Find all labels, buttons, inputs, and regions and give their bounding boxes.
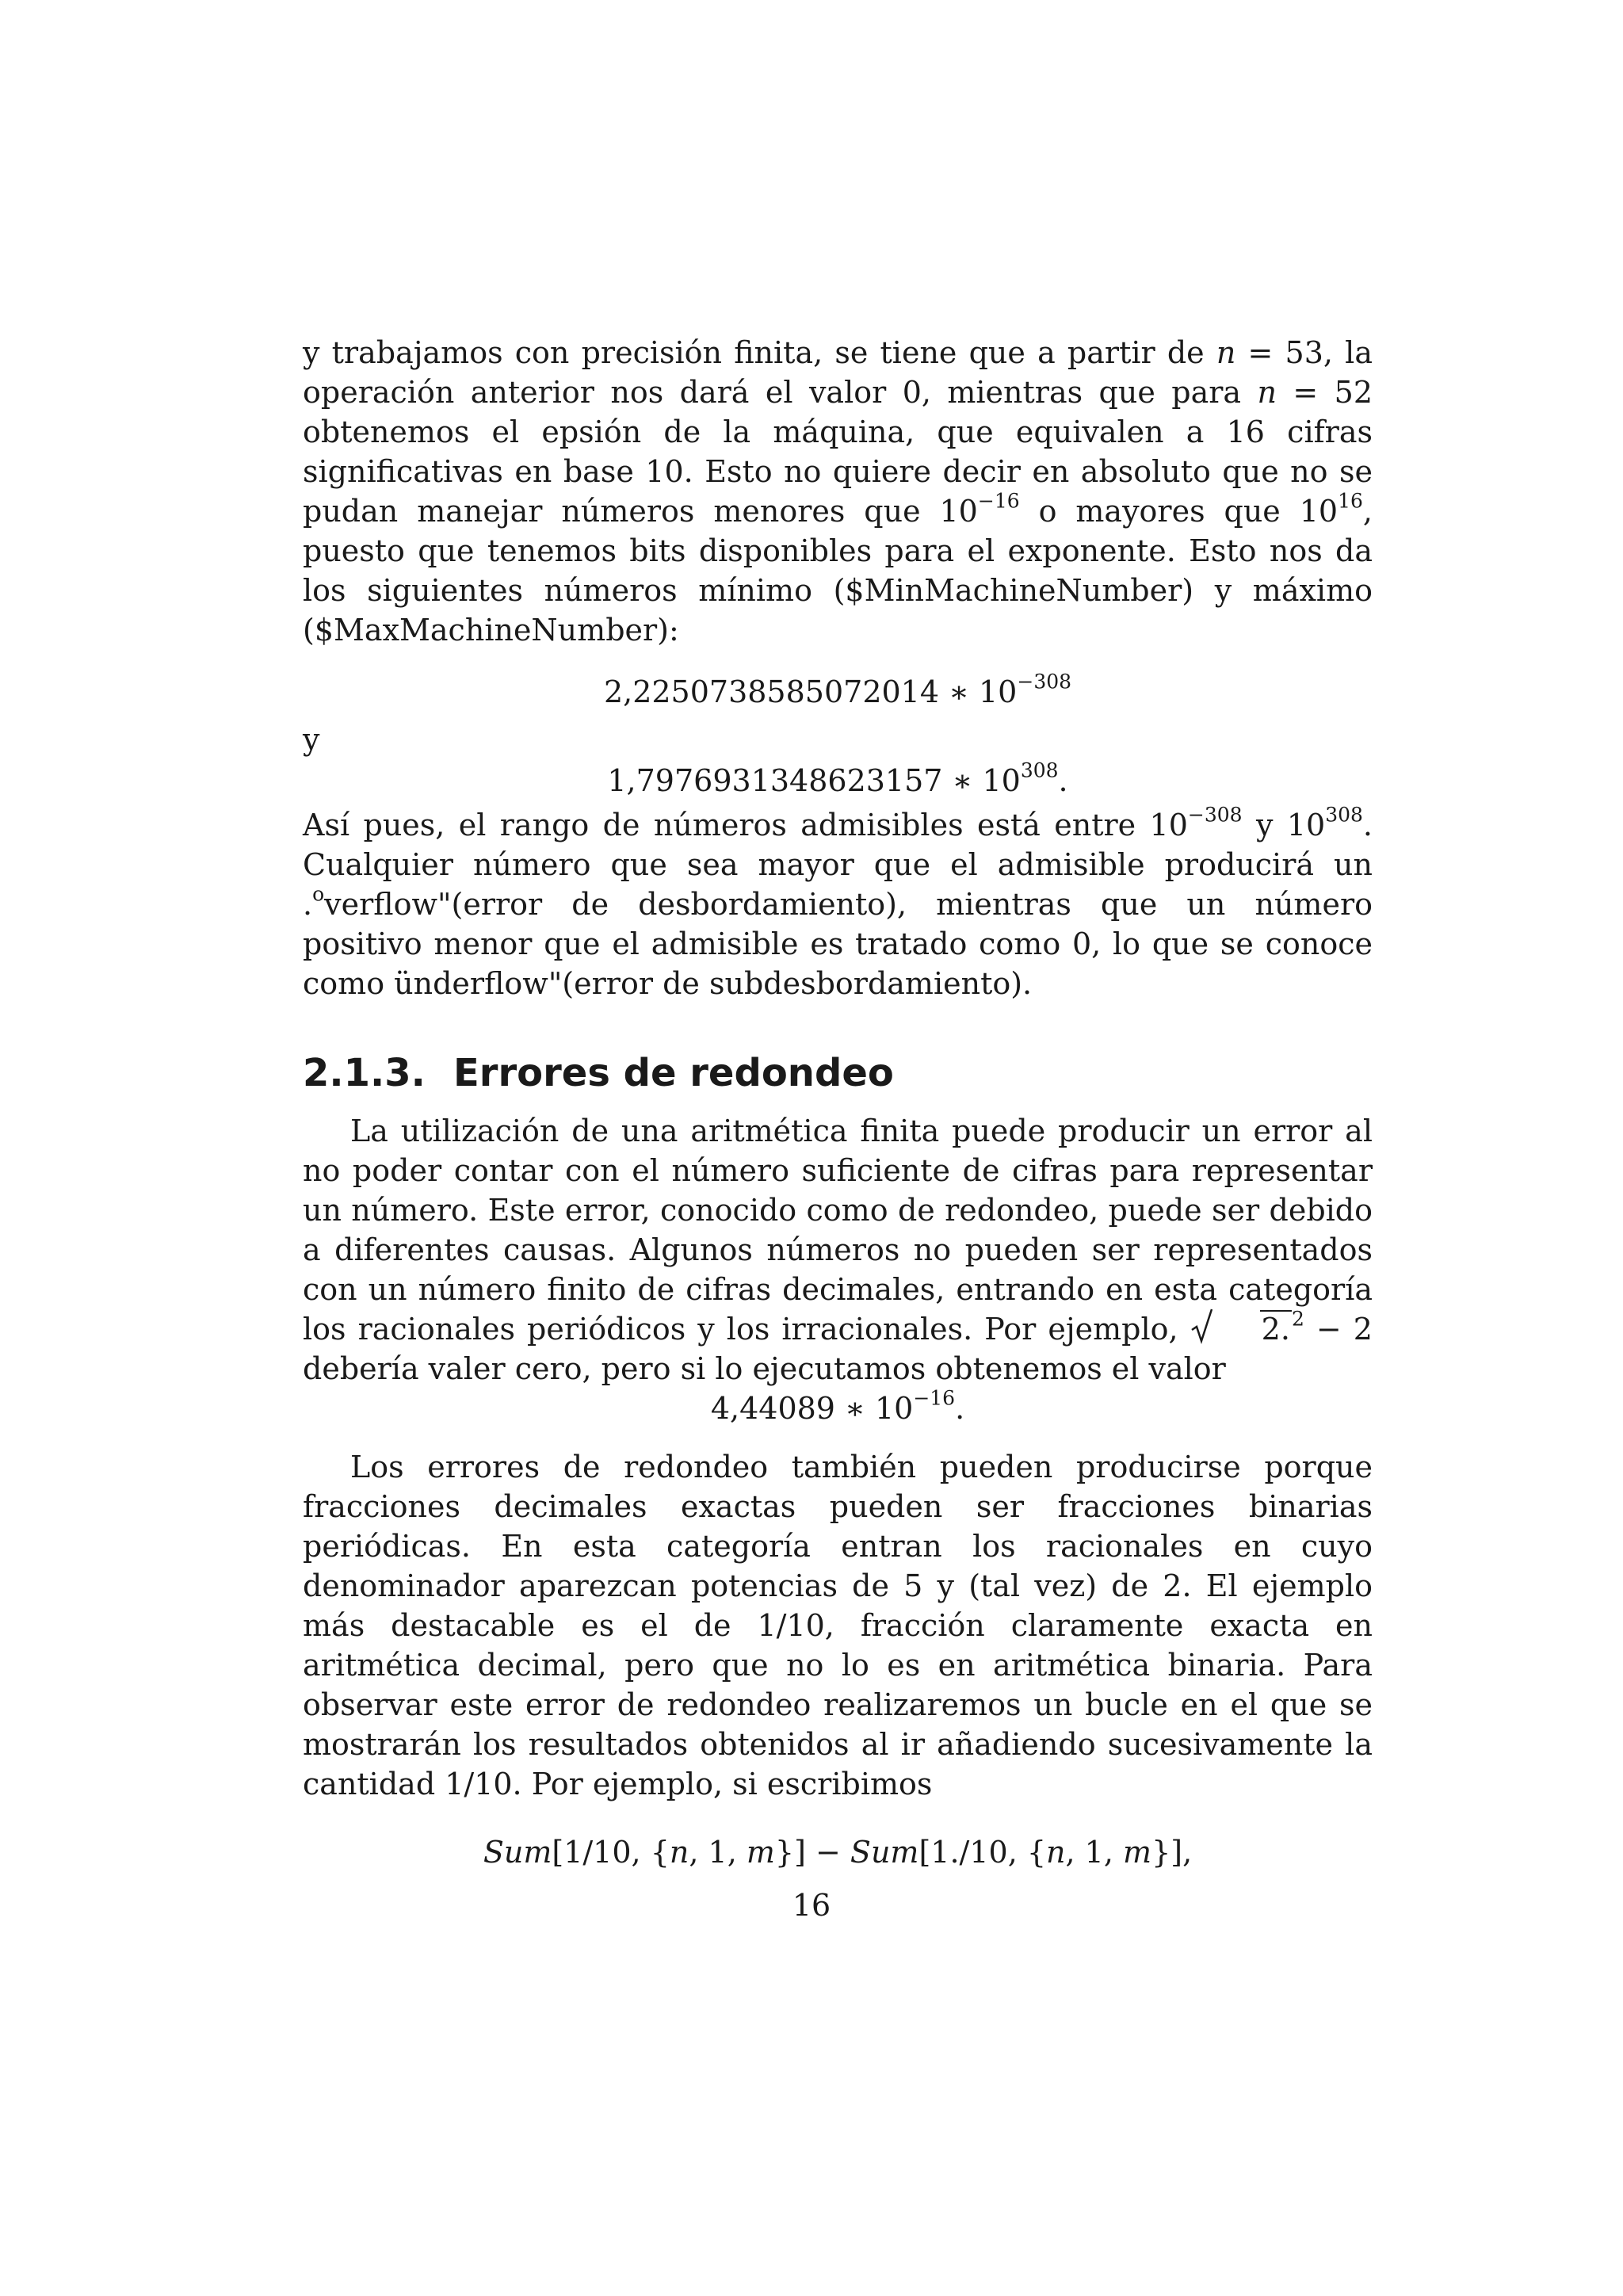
connector-y: y — [303, 722, 320, 757]
text-span: = 52 obtenemos el epsión de la máquina, que equivalen a 16 cifras significativas en base 10. Esto no quiere decir en absoluto que no se pudan manejar números menores que 10 — [303, 375, 1373, 529]
section-number: 2.1.3. — [303, 1051, 426, 1095]
math-variable-m: m — [746, 1835, 775, 1870]
equation-rounding-result — [303, 1386, 1373, 1428]
paragraph-rounding-intro — [303, 1111, 1373, 1389]
section-title: Errores de redondeo — [453, 1051, 894, 1095]
exponent: −308 — [1017, 670, 1072, 693]
radical-sign-icon — [1190, 1306, 1214, 1346]
square-root — [1190, 1309, 1292, 1349]
page-number: 16 — [792, 1888, 831, 1923]
text-span: y trabajamos con precisión finita, se tiene que a partir de — [303, 335, 1216, 370]
exponent: 308 — [1325, 803, 1363, 827]
paragraph-binary-fractions: Los errores de redondeo también pueden producirse porque fracciones decimales exactas pueden ser fracciones binarias periódicas. En esta categoría entran los racionales en cuyo denominador aparezcan potencias de 5 y (tal vez) de 2. El ejemplo más destacable es el de 1/10, fracción claramente exacta en aritmética decimal, pero que no lo es en aritmética binaria. Para observar este error de redondeo realizaremos un bucle en el que se mostrarán los resultados obtenidos al ir añadiendo sucesivamente la cantidad 1/10. Por ejemplo, si escribimos — [303, 1450, 1373, 1801]
equation-base: 4,44089 ∗ 10 — [710, 1391, 914, 1426]
text-span: = 53, la operación anterior nos dará el valor 0, mientras que para — [303, 335, 1373, 410]
math-variable-n: n — [1216, 335, 1236, 370]
math-variable-n: n — [1046, 1835, 1066, 1870]
equation-tail: . — [955, 1391, 965, 1426]
paragraph-precision — [303, 333, 1373, 650]
exponent: 2 — [1291, 1307, 1304, 1331]
text-span: − 2 debería valer cero, pero si lo ejecutamos obtenemos el valor — [303, 1312, 1373, 1386]
text-span: }], — [1151, 1835, 1193, 1870]
exponent: −308 — [1187, 803, 1243, 827]
text-span: , 1, — [689, 1835, 747, 1870]
math-variable-n: n — [1257, 375, 1277, 410]
exponent: −16 — [913, 1386, 956, 1410]
equation-tail: . — [1058, 763, 1068, 798]
text-span: verflow"(error de desbordamiento), mientras que un número positivo menor que el admisible es tratado como 0, lo que se conoce como ünderflow"(error de subdesbordamiento). — [303, 887, 1373, 1001]
text-span: , puesto que tenemos bits disponibles para el exponente. Esto nos da los siguientes números mínimo ($MinMachineNumber) y máximo ($MaxMachineNumber): — [303, 494, 1373, 648]
text-span: Así pues, el rango de números admisibles está entre 10 — [303, 808, 1188, 842]
radicand: 2. — [1261, 1312, 1290, 1347]
text-span: [1./10, { — [918, 1835, 1047, 1870]
exponent: −16 — [977, 489, 1020, 513]
text-span: , 1, — [1065, 1835, 1124, 1870]
superscript-o: o — [312, 882, 325, 906]
math-function: Sum — [850, 1835, 919, 1870]
exponent: 308 — [1020, 758, 1059, 782]
math-function: Sum — [483, 1835, 552, 1870]
equation-base: 2,2250738585072014 ∗ 10 — [603, 674, 1018, 709]
exponent: 16 — [1338, 489, 1363, 513]
text-span: . Cualquier número que sea mayor que el admisible producirá un . — [303, 808, 1373, 922]
equation-max-machine-number — [303, 758, 1373, 800]
text-span: La utilización de una aritmética finita puede producir un error al no poder contar con el número suficiente de cifras para representar un número. Este error, conocido como de redondeo, puede ser debido a diferentes causas. Algunos números no pueden ser representados con un número finito de cifras decimales, entrando en esta categoría los racionales periódicos y los irracionales. Por ejemplo, — [303, 1114, 1373, 1347]
math-variable-n: n — [669, 1835, 689, 1870]
text-span: o mayores que 10 — [1019, 494, 1338, 529]
text-span: }] − — [774, 1835, 850, 1870]
equation-sum — [303, 1832, 1373, 1872]
math-variable-m: m — [1123, 1835, 1152, 1870]
equation-min-machine-number — [303, 672, 1373, 712]
text-span: [1/10, { — [552, 1835, 670, 1870]
paragraph-overflow — [303, 805, 1373, 1003]
equation-base: 1,7976931348623157 ∗ 10 — [607, 763, 1021, 798]
text-span: y 10 — [1242, 808, 1326, 842]
section-heading — [303, 1049, 1373, 1097]
page-body — [303, 333, 1373, 1872]
